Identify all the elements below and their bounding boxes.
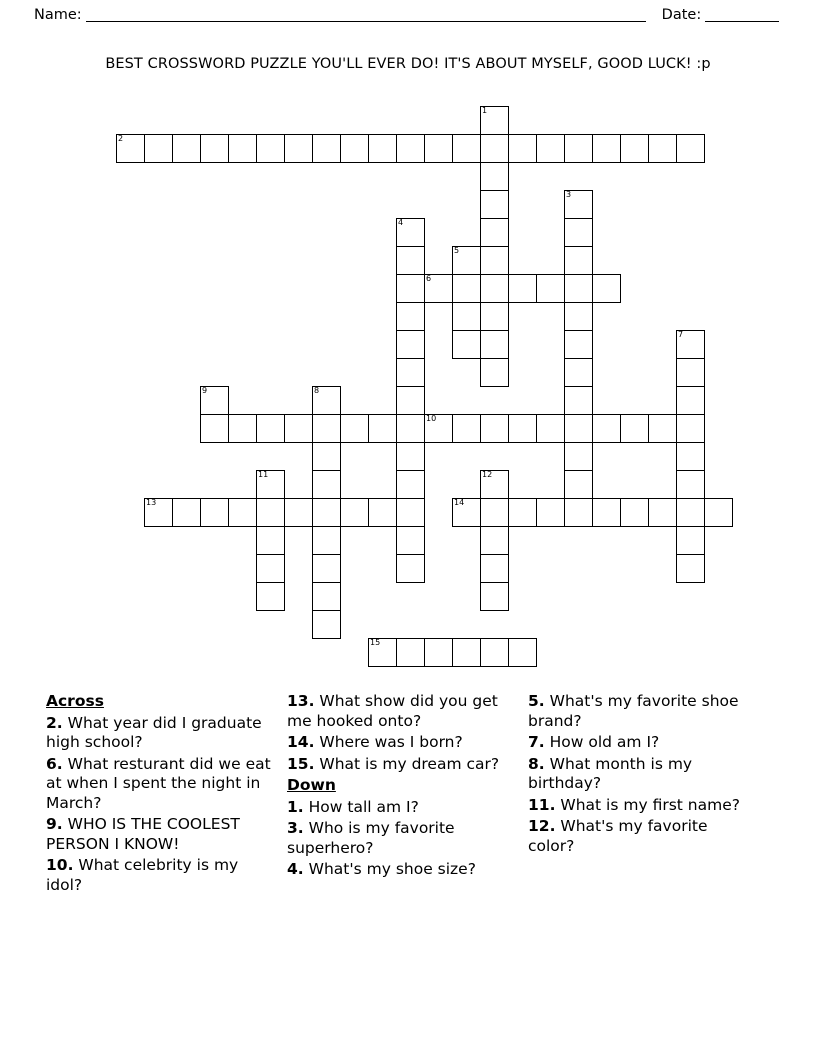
- clue-number: 9.: [46, 815, 63, 834]
- clue-text: What show did you get me hooked onto?: [287, 692, 498, 730]
- clue-number: 12.: [528, 817, 556, 836]
- crossword-cell[interactable]: [676, 386, 705, 415]
- crossword-cell[interactable]: [172, 498, 201, 527]
- clue-across-9: [46, 815, 273, 854]
- crossword-cell[interactable]: [452, 414, 481, 443]
- clue-down-1: [287, 798, 514, 818]
- crossword-cell[interactable]: [312, 386, 341, 415]
- crossword-cell[interactable]: [396, 134, 425, 163]
- crossword-cell[interactable]: [116, 134, 145, 163]
- crossword-cell[interactable]: [452, 302, 481, 331]
- crossword-cell[interactable]: [396, 274, 425, 303]
- crossword-cell[interactable]: [452, 274, 481, 303]
- crossword-cell[interactable]: [284, 134, 313, 163]
- crossword-cell[interactable]: [480, 470, 509, 499]
- clue-text: Where was I born?: [319, 733, 463, 752]
- crossword-cell[interactable]: [508, 498, 537, 527]
- crossword-cell[interactable]: [228, 134, 257, 163]
- crossword-cell[interactable]: [396, 638, 425, 667]
- crossword-cell[interactable]: [396, 498, 425, 527]
- crossword-cell[interactable]: [620, 414, 649, 443]
- clue-number: 6.: [46, 754, 63, 773]
- crossword-cell[interactable]: [424, 638, 453, 667]
- crossword-cell[interactable]: [648, 498, 677, 527]
- crossword-cell[interactable]: [676, 330, 705, 359]
- crossword-cell[interactable]: [480, 498, 509, 527]
- crossword-cell[interactable]: [144, 134, 173, 163]
- crossword-cell[interactable]: [480, 554, 509, 583]
- crossword-cell[interactable]: [368, 638, 397, 667]
- crossword-cell[interactable]: [452, 134, 481, 163]
- crossword-cell[interactable]: [340, 498, 369, 527]
- clue-column-3: [528, 692, 769, 992]
- clue-across-14: [287, 733, 514, 753]
- crossword-cell[interactable]: [396, 470, 425, 499]
- crossword-cell[interactable]: [676, 134, 705, 163]
- cell-number: 6: [426, 274, 432, 283]
- crossword-cell[interactable]: [368, 134, 397, 163]
- clue-text: WHO IS THE COOLEST PERSON I KNOW!: [46, 815, 240, 853]
- clue-text: How tall am I?: [308, 797, 419, 816]
- clue-down-8: [528, 755, 755, 794]
- clue-text: What celebrity is my idol?: [46, 856, 239, 894]
- crossword-cell[interactable]: [564, 358, 593, 387]
- clue-number: 5.: [528, 692, 545, 710]
- crossword-grid[interactable]: [88, 106, 728, 646]
- clue-down-12: [528, 817, 755, 856]
- clue-across-10: [46, 856, 273, 895]
- clue-column-2: [287, 692, 528, 992]
- crossword-cell[interactable]: [200, 134, 229, 163]
- crossword-cell[interactable]: [200, 386, 229, 415]
- crossword-cell[interactable]: [508, 274, 537, 303]
- crossword-cell[interactable]: [256, 414, 285, 443]
- crossword-cell[interactable]: [480, 526, 509, 555]
- crossword-cell[interactable]: [480, 582, 509, 611]
- crossword-cell[interactable]: [592, 498, 621, 527]
- crossword-cell[interactable]: [480, 218, 509, 247]
- clue-down-11: [528, 796, 755, 816]
- clue-text: What month is my birthday?: [528, 754, 693, 793]
- crossword-cell[interactable]: [480, 274, 509, 303]
- crossword-cell[interactable]: [284, 414, 313, 443]
- crossword-cell[interactable]: [200, 414, 229, 443]
- crossword-cell[interactable]: [480, 638, 509, 667]
- crossword-cell[interactable]: [452, 498, 481, 527]
- crossword-cell[interactable]: [564, 498, 593, 527]
- crossword-cell[interactable]: [256, 498, 285, 527]
- crossword-cell[interactable]: [340, 414, 369, 443]
- clue-number: 8.: [528, 754, 545, 773]
- crossword-cell[interactable]: [564, 414, 593, 443]
- crossword-cell[interactable]: [480, 246, 509, 275]
- cell-number: 4: [398, 218, 404, 227]
- crossword-cell[interactable]: [144, 498, 173, 527]
- crossword-cell[interactable]: [676, 526, 705, 555]
- name-label: Name:: [34, 7, 82, 23]
- crossword-cell[interactable]: [592, 274, 621, 303]
- crossword-cell[interactable]: [536, 274, 565, 303]
- crossword-cell[interactable]: [480, 330, 509, 359]
- crossword-cell[interactable]: [592, 134, 621, 163]
- clue-column-1: [46, 692, 287, 992]
- crossword-cell[interactable]: [676, 414, 705, 443]
- crossword-cell[interactable]: [424, 134, 453, 163]
- crossword-cell[interactable]: [396, 218, 425, 247]
- cell-number: 14: [454, 498, 465, 507]
- clue-number: 13.: [287, 692, 315, 710]
- crossword-cell[interactable]: [256, 526, 285, 555]
- clue-down-7: [528, 733, 755, 753]
- crossword-cell[interactable]: [452, 330, 481, 359]
- crossword-cell[interactable]: [564, 190, 593, 219]
- crossword-cell[interactable]: [312, 526, 341, 555]
- crossword-cell[interactable]: [592, 414, 621, 443]
- crossword-cell[interactable]: [480, 414, 509, 443]
- crossword-cell[interactable]: [452, 246, 481, 275]
- crossword-cell[interactable]: [396, 302, 425, 331]
- crossword-cell[interactable]: [368, 498, 397, 527]
- crossword-cell[interactable]: [480, 134, 509, 163]
- cell-number: 13: [146, 498, 157, 507]
- cell-number: 7: [678, 330, 684, 339]
- clue-text: What is my first name?: [560, 795, 740, 814]
- crossword-cell[interactable]: [452, 638, 481, 667]
- crossword-cell[interactable]: [424, 414, 453, 443]
- crossword-cell[interactable]: [648, 134, 677, 163]
- crossword-cell[interactable]: [564, 442, 593, 471]
- crossword-cell[interactable]: [564, 302, 593, 331]
- clue-number: 15.: [287, 754, 315, 773]
- crossword-cell[interactable]: [396, 358, 425, 387]
- crossword-cell[interactable]: [676, 498, 705, 527]
- clue-text: What's my shoe size?: [308, 860, 476, 879]
- clue-number: 1.: [287, 797, 304, 816]
- crossword-cell[interactable]: [340, 134, 369, 163]
- clue-text: What's my favorite color?: [528, 817, 708, 855]
- crossword-cell[interactable]: [396, 554, 425, 583]
- crossword-cell[interactable]: [620, 134, 649, 163]
- across-heading: Across: [46, 692, 104, 710]
- crossword-cell[interactable]: [480, 302, 509, 331]
- clue-down-4: [287, 860, 514, 880]
- name-date-header: [0, 0, 816, 30]
- crossword-cell[interactable]: [312, 582, 341, 611]
- cell-number: 5: [454, 246, 460, 255]
- down-heading: Down: [287, 776, 336, 795]
- crossword-cell[interactable]: [508, 134, 537, 163]
- crossword-cell[interactable]: [676, 358, 705, 387]
- crossword-grid-area: [0, 106, 816, 656]
- clue-text: How old am I?: [549, 733, 660, 752]
- cell-number: 2: [118, 134, 124, 143]
- crossword-cell[interactable]: [480, 106, 509, 135]
- clue-number: 14.: [287, 733, 315, 752]
- crossword-cell[interactable]: [676, 470, 705, 499]
- clue-number: 10.: [46, 856, 74, 875]
- clue-number: 2.: [46, 713, 63, 732]
- crossword-cell[interactable]: [396, 526, 425, 555]
- crossword-cell[interactable]: [564, 274, 593, 303]
- crossword-cell[interactable]: [312, 134, 341, 163]
- crossword-cell[interactable]: [312, 470, 341, 499]
- crossword-cell[interactable]: [564, 330, 593, 359]
- crossword-cell[interactable]: [536, 498, 565, 527]
- clue-number: 11.: [528, 795, 556, 814]
- cell-number: 8: [314, 386, 320, 395]
- crossword-cell[interactable]: [676, 554, 705, 583]
- crossword-cell[interactable]: [396, 414, 425, 443]
- crossword-cell[interactable]: [564, 246, 593, 275]
- clue-text: What is my dream car?: [319, 754, 500, 773]
- crossword-cell[interactable]: [396, 246, 425, 275]
- crossword-cell[interactable]: [200, 498, 229, 527]
- crossword-cell[interactable]: [312, 610, 341, 639]
- clue-number: 7.: [528, 733, 545, 752]
- cell-number: 1: [482, 106, 488, 115]
- crossword-cell[interactable]: [312, 414, 341, 443]
- crossword-cell[interactable]: [312, 554, 341, 583]
- clue-text: Who is my favorite superhero?: [287, 819, 455, 857]
- crossword-cell[interactable]: [564, 134, 593, 163]
- clue-number: 3.: [287, 819, 304, 838]
- crossword-cell[interactable]: [480, 190, 509, 219]
- crossword-cell[interactable]: [508, 638, 537, 667]
- cell-number: 12: [482, 470, 493, 479]
- crossword-cell[interactable]: [396, 386, 425, 415]
- name-write-line[interactable]: [86, 8, 646, 22]
- clue-down-5: [528, 692, 755, 731]
- cell-number: 10: [426, 414, 437, 423]
- crossword-cell[interactable]: [620, 498, 649, 527]
- clue-across-6: [46, 755, 273, 814]
- crossword-cell[interactable]: [256, 134, 285, 163]
- crossword-cell[interactable]: [172, 134, 201, 163]
- crossword-cell[interactable]: [704, 498, 733, 527]
- cell-number: 3: [566, 190, 572, 199]
- crossword-cell[interactable]: [256, 554, 285, 583]
- crossword-cell[interactable]: [312, 498, 341, 527]
- crossword-cell[interactable]: [228, 498, 257, 527]
- cell-number: 11: [258, 470, 269, 479]
- crossword-cell[interactable]: [424, 274, 453, 303]
- crossword-cell[interactable]: [564, 470, 593, 499]
- clues-section: [46, 692, 770, 992]
- clue-text: What resturant did we eat at when I spent the night in March?: [46, 754, 271, 812]
- clue-down-3: [287, 819, 514, 858]
- crossword-cell[interactable]: [228, 414, 257, 443]
- crossword-cell[interactable]: [480, 162, 509, 191]
- clue-number: 4.: [287, 860, 304, 879]
- page-title: BEST CROSSWORD PUZZLE YOU'LL EVER DO! IT'S ABOUT MYSELF, GOOD LUCK! :p: [105, 56, 711, 72]
- date-write-line[interactable]: [705, 8, 779, 22]
- clue-across-13: [287, 692, 514, 731]
- date-label: Date:: [661, 7, 702, 23]
- crossword-cell[interactable]: [256, 582, 285, 611]
- crossword-cell[interactable]: [396, 442, 425, 471]
- crossword-cell[interactable]: [536, 414, 565, 443]
- clue-text: What year did I graduate high school?: [46, 713, 262, 752]
- crossword-cell[interactable]: [564, 218, 593, 247]
- crossword-cell[interactable]: [536, 134, 565, 163]
- crossword-cell[interactable]: [648, 414, 677, 443]
- clue-across-15: [287, 755, 514, 775]
- crossword-cell[interactable]: [396, 330, 425, 359]
- clue-across-2: [46, 714, 273, 753]
- crossword-cell[interactable]: [256, 470, 285, 499]
- cell-number: 9: [202, 386, 208, 395]
- crossword-cell[interactable]: [312, 442, 341, 471]
- clue-text: What's my favorite shoe brand?: [528, 692, 739, 730]
- cell-number: 15: [370, 638, 381, 647]
- crossword-cell[interactable]: [480, 358, 509, 387]
- crossword-cell[interactable]: [564, 386, 593, 415]
- crossword-cell[interactable]: [676, 442, 705, 471]
- crossword-cell[interactable]: [368, 414, 397, 443]
- crossword-cell[interactable]: [508, 414, 537, 443]
- crossword-cell[interactable]: [284, 498, 313, 527]
